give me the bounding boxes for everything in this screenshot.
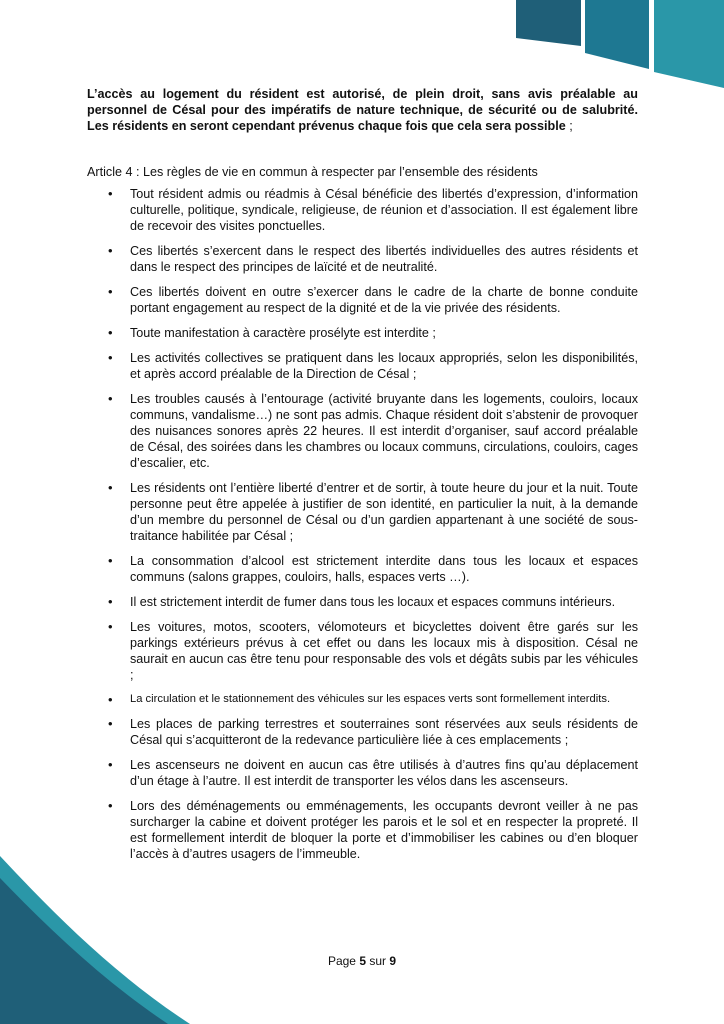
intro-suffix: ; [565,119,573,133]
list-item: • Il est strictement interdit de fumer dans tous les locaux et espaces communs intérieurs. [87,594,638,610]
intro-paragraph [87,86,638,134]
list-item: • La circulation et le stationnement des véhicules sur les espaces verts sont formellement interdits. [87,692,638,707]
list-item: • Ces libertés s’exercent dans le respect des libertés individuelles des autres résidents et dans le respect des principes de laïcité et de neutralité. [87,243,638,275]
list-item: • Les troubles causés à l’entourage (activité bruyante dans les logements, couloirs, locaux communs, vandalisme…) ne sont pas admis. Chaque résident doit s’abstenir de provoquer des nuisances sonores après 22 heures. Il est interdit d’organiser, sauf accord préalable de Césal, des soirées dans les chambres ou locaux communs, circulations, couloirs, cages d’escalier, etc. [87,391,638,471]
document-body [87,86,638,871]
of-word: sur [369,954,387,968]
total-pages: 9 [389,954,397,968]
header-bar-3 [654,0,724,88]
intro-text: L’accès au logement du résident est autorisé, de plein droit, sans avis préalable au personnel de Césal pour des impératifs de nature technique, de sécurité ou de salubrité. Les résidents en seront cependant prévenus chaque fois que cela sera possible [87,87,638,133]
list-item: • Ces libertés doivent en outre s’exercer dans le cadre de la charte de bonne conduite portant engagement au respect de la dignité et de la vie privée des résidents. [87,284,638,316]
page-number [0,954,724,968]
list-item: • Toute manifestation à caractère prosélyte est interdite ; [87,325,638,341]
list-item: • Les activités collectives se pratiquent dans les locaux appropriés, selon les disponibilités, et après accord préalable de la Direction de Césal ; [87,350,638,382]
list-item: • Lors des déménagements ou emménagements, les occupants devront veiller à ne pas surcharger la cabine et doivent protéger les parois et le sol et en respecter la propreté. Il est formellement interdit de bloquer la porte et d’immobiliser les cabines ou d’en bloquer l’accès à d’autres usagers de l’immeuble. [87,798,638,862]
article-title: Article 4 : Les règles de vie en commun à respecter par l’ensemble des résidents [87,165,538,179]
page-word: Page [327,954,356,968]
list-item: • La consommation d’alcool est strictement interdite dans tous les locaux et espaces communs (salons grappes, couloirs, halls, espaces verts …). [87,553,638,585]
list-item: • Les places de parking terrestres et souterraines sont réservées aux seuls résidents de Césal qui s’acquitteront de la redevance particulière liée à ces emplacements ; [87,716,638,748]
header-bar-2 [585,0,649,69]
list-item: • Les résidents ont l’entière liberté d’entrer et de sortir, à toute heure du jour et la nuit. Toute personne peut être appelée à justifier de son identité, en particulier la nuit, à la demande d’un membre du personnel de Césal ou d’un gardien appartenant à une société de sous-traitance habilitée par Césal ; [87,480,638,544]
header-bar-1 [516,0,581,46]
rules-list [87,186,638,862]
list-item: • Tout résident admis ou réadmis à Césal bénéficie des libertés d’expression, d’information culturelle, politique, syndicale, religieuse, de réunion et d’association. Il est également libre de recevoir des visites ponctuelles. [87,186,638,234]
current-page: 5 [359,954,366,968]
list-item: • Les ascenseurs ne doivent en aucun cas être utilisés à d’autres fins qu’au déplacement d’un étage à l’autre. Il est interdit de transporter les vélos dans les ascenseurs. [87,757,638,789]
list-item: • Les voitures, motos, scooters, vélomoteurs et bicyclettes doivent être garés sur les parkings extérieurs prévus à cet effet ou dans les locaux mis à disposition. Césal ne saurait en aucun cas être tenu pour responsable des vols et dégâts subis par les véhicules ; [87,619,638,683]
